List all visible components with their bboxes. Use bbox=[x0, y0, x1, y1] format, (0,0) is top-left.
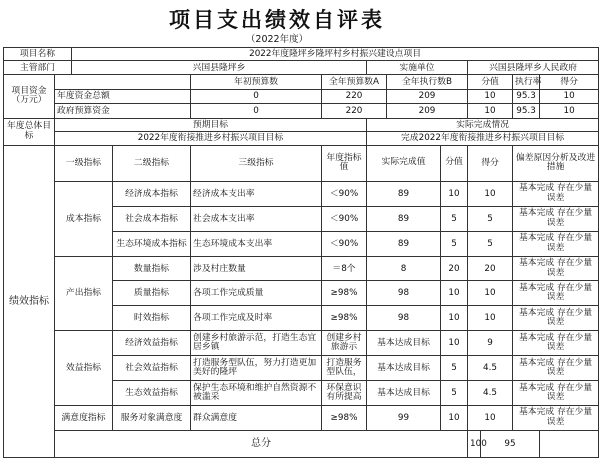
perf-l3: 社会成本支出率 bbox=[191, 206, 322, 231]
perf-l2: 生态环境成本指标 bbox=[113, 231, 191, 256]
perf-actual: 89 bbox=[367, 181, 441, 206]
perf-l3: 打造服务型队伍，努力打造更加美好的隆坪 bbox=[191, 356, 322, 381]
perf-l2: 经济成本指标 bbox=[113, 181, 191, 206]
goals-label: 年度总体目标 bbox=[4, 118, 55, 145]
perf-got: 10 bbox=[468, 181, 513, 206]
funds-cell: 209 bbox=[387, 104, 468, 119]
perf-target: 环保意识有所提高 bbox=[322, 381, 367, 406]
page-subtitle: （2022年度） bbox=[245, 34, 309, 45]
perf-score: 10 bbox=[441, 181, 468, 206]
funds-col-head: 得分 bbox=[540, 74, 599, 89]
perf-score: 20 bbox=[441, 256, 468, 281]
perf-target: ≥98% bbox=[322, 406, 367, 431]
perf-got: 20 bbox=[468, 256, 513, 281]
perf-note: 基本完成 存在少量误差 bbox=[513, 181, 599, 206]
perf-got: 10 bbox=[468, 306, 513, 331]
project-name-row bbox=[4, 48, 599, 61]
perf-got: 10 bbox=[468, 281, 513, 306]
perf-got: 9 bbox=[468, 331, 513, 356]
funds-col-head: 年初预算数 bbox=[191, 74, 322, 89]
perf-score: 5 bbox=[441, 231, 468, 256]
perf-col-head: 实际完成值 bbox=[367, 145, 441, 181]
perf-got: 5 bbox=[468, 231, 513, 256]
perf-score: 5 bbox=[441, 356, 468, 381]
funds-cell: 10 bbox=[540, 104, 599, 119]
perf-col-head: 二级指标 bbox=[113, 145, 191, 181]
perf-note: 基本完成 存在少量误差 bbox=[513, 356, 599, 381]
self-evaluation-table bbox=[3, 47, 599, 458]
perf-note: 基本完成 存在少量误差 bbox=[513, 331, 599, 356]
funds-row bbox=[4, 104, 599, 119]
perf-col-head: 三级指标 bbox=[191, 145, 322, 181]
funds-row bbox=[4, 89, 599, 104]
perf-actual: 89 bbox=[367, 231, 441, 256]
perf-score: 10 bbox=[441, 406, 468, 431]
perf-actual: 基本达成目标 bbox=[367, 381, 441, 406]
perf-score: 5 bbox=[441, 381, 468, 406]
perf-row bbox=[4, 331, 599, 356]
perf-l2: 服务对象满意度 bbox=[113, 406, 191, 431]
funds-cell: 209 bbox=[387, 89, 468, 104]
perf-l2: 时效指标 bbox=[113, 306, 191, 331]
perf-note: 基本完成 存在少量误差 bbox=[513, 231, 599, 256]
goals-row bbox=[4, 132, 599, 145]
total-row bbox=[4, 430, 599, 457]
goals-actual: 完成2022年度衔接推进乡村振兴项目目标 bbox=[367, 132, 599, 145]
perf-l1: 满意度指标 bbox=[55, 406, 113, 431]
dept-value: 兴国县隆坪乡 bbox=[72, 61, 367, 74]
perf-actual: 89 bbox=[367, 206, 441, 231]
perf-row bbox=[4, 256, 599, 281]
funds-label: 项目资金（万元） bbox=[4, 74, 55, 118]
perf-got: 4.5 bbox=[468, 356, 513, 381]
funds-col-head: 执行率 bbox=[513, 74, 540, 89]
perf-l2: 生态效益指标 bbox=[113, 381, 191, 406]
perf-l3: 群众满意度 bbox=[191, 406, 322, 431]
perf-note: 基本完成 存在少量误差 bbox=[513, 206, 599, 231]
funds-header-row bbox=[4, 74, 599, 89]
perf-target: 创建乡村旅游示 bbox=[322, 331, 367, 356]
perf-col-head: 一级指标 bbox=[55, 145, 113, 181]
perf-l3: 保护生态环境和维护自然资源不被滥采 bbox=[191, 381, 322, 406]
perf-col-head: 得分 bbox=[468, 145, 513, 181]
perf-score: 10 bbox=[441, 281, 468, 306]
funds-cell: 10 bbox=[468, 104, 513, 119]
funds-cell: 95.3 bbox=[513, 104, 540, 119]
perf-score: 5 bbox=[441, 206, 468, 231]
perf-l1: 产出指标 bbox=[55, 256, 113, 331]
perf-actual: 基本达成目标 bbox=[367, 356, 441, 381]
perf-actual: 98 bbox=[367, 306, 441, 331]
goals-expected-header: 预期目标 bbox=[55, 118, 367, 131]
perf-actual: 98 bbox=[367, 281, 441, 306]
perf-col-head: 分值 bbox=[441, 145, 468, 181]
page-title: 项目支出绩效自评表 bbox=[169, 8, 385, 32]
perf-note: 基本完成 存在少量误差 bbox=[513, 381, 599, 406]
perf-got: 5 bbox=[468, 206, 513, 231]
total-score: 100 bbox=[468, 430, 481, 457]
perf-target: ＜90% bbox=[322, 181, 367, 206]
total-got: 95 bbox=[481, 430, 540, 457]
perf-target: ＜90% bbox=[322, 231, 367, 256]
unit-label: 实施单位 bbox=[367, 61, 468, 74]
perf-col-head: 年度指标值 bbox=[322, 145, 367, 181]
perf-score: 10 bbox=[441, 306, 468, 331]
perf-target: ＝8个 bbox=[322, 256, 367, 281]
perf-l2: 社会成本指标 bbox=[113, 206, 191, 231]
perf-l2: 经济效益指标 bbox=[113, 331, 191, 356]
perf-label: 绩效指标 bbox=[4, 145, 55, 457]
perf-got: 10 bbox=[468, 406, 513, 431]
perf-l2: 社会效益指标 bbox=[113, 356, 191, 381]
perf-l1: 效益指标 bbox=[55, 331, 113, 406]
dept-label: 主管部门 bbox=[4, 61, 72, 74]
perf-target: ≥98% bbox=[322, 281, 367, 306]
funds-cell: 10 bbox=[468, 89, 513, 104]
funds-cell: 220 bbox=[322, 89, 387, 104]
perf-row bbox=[4, 181, 599, 206]
goals-header-row bbox=[4, 118, 599, 131]
perf-l2: 数量指标 bbox=[113, 256, 191, 281]
perf-l3: 生态环境成本支出率 bbox=[191, 231, 322, 256]
perf-note: 基本完成 存在少量误差 bbox=[513, 281, 599, 306]
project-name-value: 2022年度隆坪乡隆坪村乡村振兴建设点项目 bbox=[72, 48, 599, 61]
perf-actual: 基本达成目标 bbox=[367, 331, 441, 356]
funds-cell: 220 bbox=[322, 104, 387, 119]
funds-row-label: 年度资金总额 bbox=[55, 89, 191, 104]
perf-l1: 成本指标 bbox=[55, 181, 113, 256]
perf-target: 打造服务型队伍， bbox=[322, 356, 367, 381]
perf-l3: 各项工作完成质量 bbox=[191, 281, 322, 306]
perf-actual: 99 bbox=[367, 406, 441, 431]
unit-value: 兴国县隆坪乡人民政府 bbox=[468, 61, 599, 74]
funds-cell: 10 bbox=[540, 89, 599, 104]
perf-l3: 创建乡村旅游示范，打造生态宜居乡镇 bbox=[191, 331, 322, 356]
perf-row bbox=[4, 406, 599, 431]
project-name-label: 项目名称 bbox=[4, 48, 72, 61]
goals-expected: 2022年度衔接推进乡村振兴项目目标 bbox=[55, 132, 367, 145]
perf-target: ＜90% bbox=[322, 206, 367, 231]
perf-note: 基本完成 存在少量误差 bbox=[513, 406, 599, 431]
perf-header-row bbox=[4, 145, 599, 181]
perf-l3: 各项工作完成及时率 bbox=[191, 306, 322, 331]
funds-col-head: 全年执行数B bbox=[387, 74, 468, 89]
perf-col-head: 偏差原因分析及改进措施 bbox=[513, 145, 599, 181]
goals-actual-header: 实际完成情况 bbox=[367, 118, 599, 131]
perf-score: 10 bbox=[441, 331, 468, 356]
perf-l3: 涉及村庄数量 bbox=[191, 256, 322, 281]
department-row bbox=[4, 61, 599, 74]
funds-cell: 0 bbox=[191, 104, 322, 119]
perf-note: 基本完成 存在少量误差 bbox=[513, 306, 599, 331]
perf-note: 基本完成 存在少量误差 bbox=[513, 256, 599, 281]
funds-col-head: 全年预算数A bbox=[322, 74, 387, 89]
perf-l2: 质量指标 bbox=[113, 281, 191, 306]
funds-cell: 0 bbox=[191, 89, 322, 104]
funds-cell: 95.3 bbox=[513, 89, 540, 104]
perf-actual: 8 bbox=[367, 256, 441, 281]
total-label: 总分 bbox=[55, 430, 468, 457]
perf-got: 4.5 bbox=[468, 381, 513, 406]
funds-col-head: 分值 bbox=[468, 74, 513, 89]
perf-target: ≥98% bbox=[322, 306, 367, 331]
perf-l3: 经济成本支出率 bbox=[191, 181, 322, 206]
funds-row-label: 政府预算资金 bbox=[55, 104, 191, 119]
